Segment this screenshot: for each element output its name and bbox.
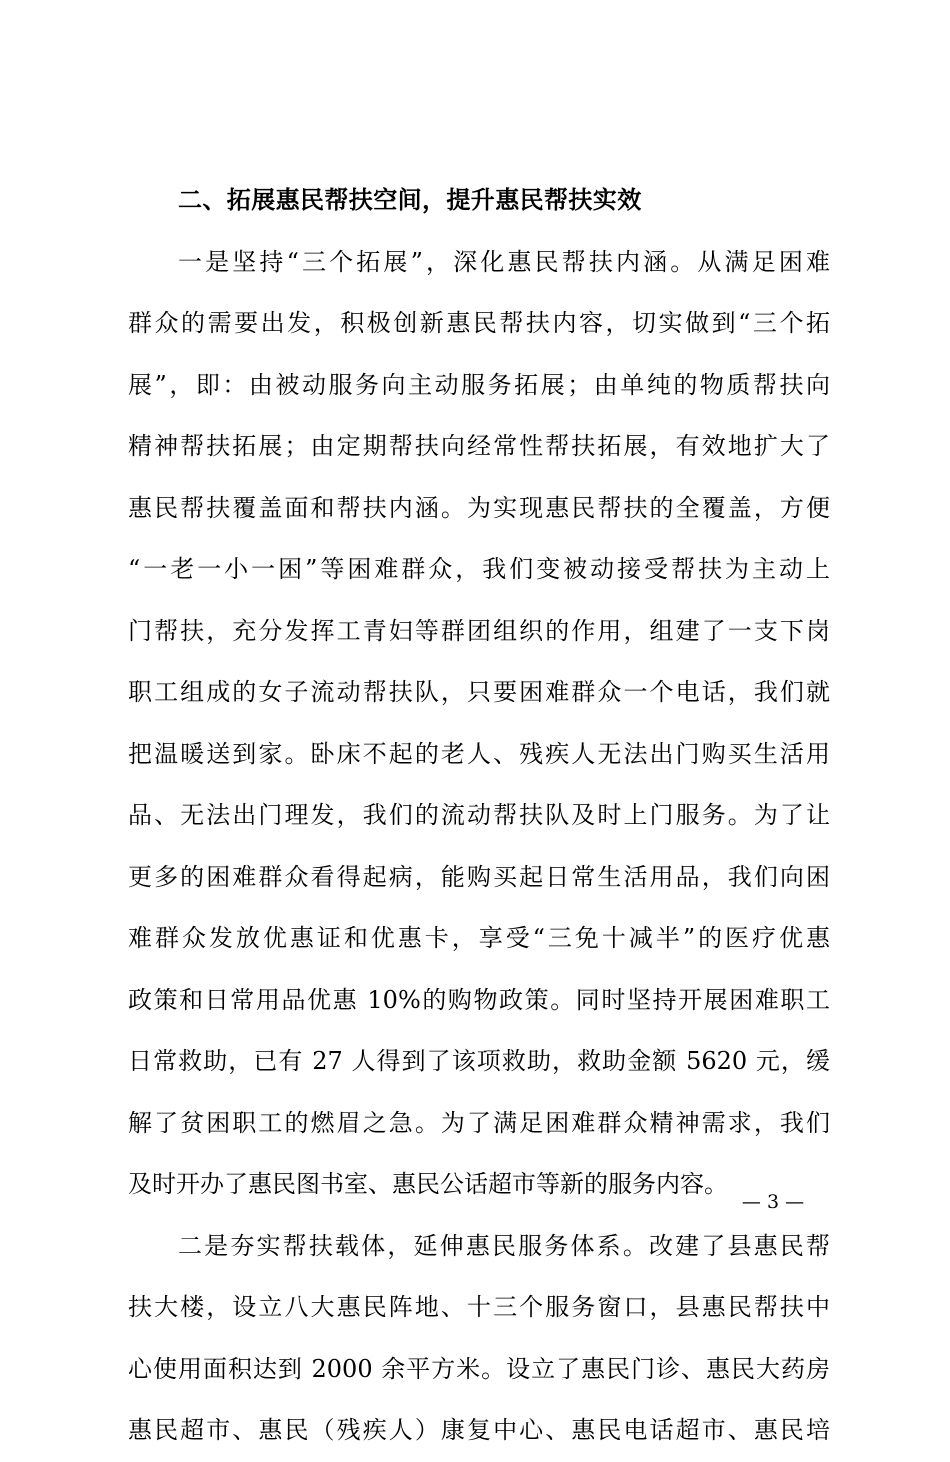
page-number: — 3 — [741, 1191, 805, 1213]
text-line: 更多的困难群众看得起病，能购买起日常生活用品，我们向困 [128, 862, 830, 891]
text-line: “一老一小一困”等困难群众，我们变被动接受帮扶为主动上 [128, 555, 830, 583]
text-line: 日常救助，已有 27 人得到了该项救助，救助金额 5620 元，缓 [128, 1047, 830, 1075]
text-line: 及时开办了惠民图书室、惠民公话超市等新的服务内容。 [128, 1170, 728, 1198]
text-line: 政策和日常用品优惠 10%的购物政策。同时坚持开展困难职工 [128, 985, 830, 1014]
text-line: 品、无法出门理发，我们的流动帮扶队及时上门服务。为了让 [128, 801, 830, 829]
text-line: 二是夯实帮扶载体，延伸惠民服务体系。改建了县惠民帮 [178, 1231, 830, 1260]
text-line: 把温暖送到家。卧床不起的老人、残疾人无法出门购买生活用 [128, 739, 830, 768]
text-line: 惠民超市、惠民（残疾人）康复中心、惠民电话超市、惠民培 [128, 1416, 830, 1444]
text-line: 扶大楼，设立八大惠民阵地、十三个服务窗口，县惠民帮扶中 [128, 1293, 830, 1321]
paragraph-2 [128, 1216, 830, 1462]
text-line: 精神帮扶拓展；由定期帮扶向经常性帮扶拓展，有效地扩大了 [128, 432, 830, 460]
text-line: 展”，即：由被动服务向主动服务拓展；由单纯的物质帮扶向 [128, 370, 830, 399]
text-line: 职工组成的女子流动帮扶队，只要困难群众一个电话，我们就 [128, 678, 830, 706]
text-line: 解了贫困职工的燃眉之急。为了满足困难群众精神需求，我们 [128, 1108, 830, 1137]
text-line: 惠民帮扶覆盖面和帮扶内涵。为实现惠民帮扶的全覆盖，方便 [128, 493, 830, 522]
page-body [128, 170, 830, 1462]
text-line: 群众的需要出发，积极创新惠民帮扶内容，切实做到“三个拓 [128, 309, 830, 337]
text-line: 一是坚持“三个拓展”，深化惠民帮扶内涵。从满足困难 [178, 247, 830, 276]
paragraph-1 [128, 232, 830, 1216]
text-line: 难群众发放优惠证和优惠卡，享受“三免十减半”的医疗优惠 [128, 924, 830, 952]
section-heading: 二、拓展惠民帮扶空间，提升惠民帮扶实效 [178, 186, 642, 214]
text-line: 心使用面积达到 2000 余平方米。设立了惠民门诊、惠民大药房 [128, 1354, 830, 1383]
text-line: 门帮扶，充分发挥工青妇等群团组织的作用，组建了一支下岗 [128, 616, 830, 645]
